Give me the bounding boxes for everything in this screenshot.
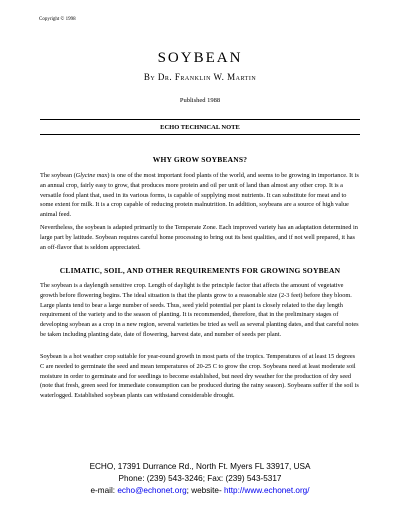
website-link[interactable]: http://www.echonet.org/ xyxy=(223,486,310,495)
paragraph-daylength: The soybean is a daylength sensitive crop. Length of daylight is the principle factor that affects the amount of vegetative growth before flowering begins. The ideal situation is that the plants grow to a reasonable size (2-3 feet) before they bloom. Large plants tend to bear a large number of seeds. Thus, seed yield potential per plant is closely related to the day length requirement of the variety and to the season of planting. It is recommended, therefore, that in the preliminary stages of developing soybean as a crop in a new region, several varieties be tried as well as several planting dates, and that careful notes be taken including planting date, date of flowering, harvest date, and number of seeds per plant. xyxy=(40,282,359,338)
paragraph-temperature: Soybean is a hot weather crop suitable for year-round growth in most parts of the tropics. Temperatures of at least 15 degrees C are needed to germinate the seed and mean temperatures of 20-25 C to grow the crop. Soybeans need at least moderate soil moisture in order to germinate and for seedlings to become established, but need dry weather for the production of dry seed (note that fresh, green seed for immediate consumption can be produced during the rainy season). Soybeans suffer if the soil is waterlogged. Established soybean plants can withstand considerable drought. xyxy=(40,353,359,400)
divider-top xyxy=(40,119,360,120)
document-title: SOYBEAN xyxy=(157,50,243,66)
technical-note-label: ECHO TECHNICAL NOTE xyxy=(160,124,240,131)
email-label: e-mail: xyxy=(90,486,118,495)
section-heading-why-grow: WHY GROW SOYBEANS? xyxy=(152,155,248,164)
footer-phone: Phone: (239) 543-3246; Fax: (239) 543-5317 xyxy=(118,474,282,483)
website-label: ; website- xyxy=(186,486,224,495)
paragraph-adaptation: Nevertheless, the soybean is adapted primarily to the Temperate Zone. Each improved variety has an adaptation determined in large part by latitude. Soybean requires careful home processing to bring out its best qualities, and if not well prepared, it has an off-flavor that is seldom appreciated. xyxy=(40,224,358,251)
paragraph-intro xyxy=(40,171,360,220)
paragraph-intro-after: ) is one of the most important food plants of the world, and seems to be growing in importance. It is an annual crop, fairly easy to grow, that produces more protein and oil per unit of land than almost any other crop. It is a versatile food plant that, used in its various forms, is capable of supplying most nutrients. It can substitute for meat and to some extent for milk. It is a crop capable of reducing protein malnutrition. In addition, soybeans are a source of high value animal feed. xyxy=(40,172,359,219)
copyright-notice: Copyright © 1998 xyxy=(39,17,76,22)
footer-contact xyxy=(0,486,400,495)
author-line: By Dr. Franklin W. Martin xyxy=(143,72,257,82)
email-link[interactable]: echo@echonet.org xyxy=(117,486,187,495)
published-date: Published 1988 xyxy=(179,97,221,104)
footer-address: ECHO, 17391 Durrance Rd., North Ft. Myers FL 33917, USA xyxy=(89,462,311,471)
divider-bottom xyxy=(40,134,360,135)
section-heading-requirements: CLIMATIC, SOIL, AND OTHER REQUIREMENTS FOR GROWING SOYBEAN xyxy=(59,266,341,275)
scientific-name: Glycine max xyxy=(75,172,108,179)
paragraph-intro-before: The soybean ( xyxy=(40,172,76,179)
